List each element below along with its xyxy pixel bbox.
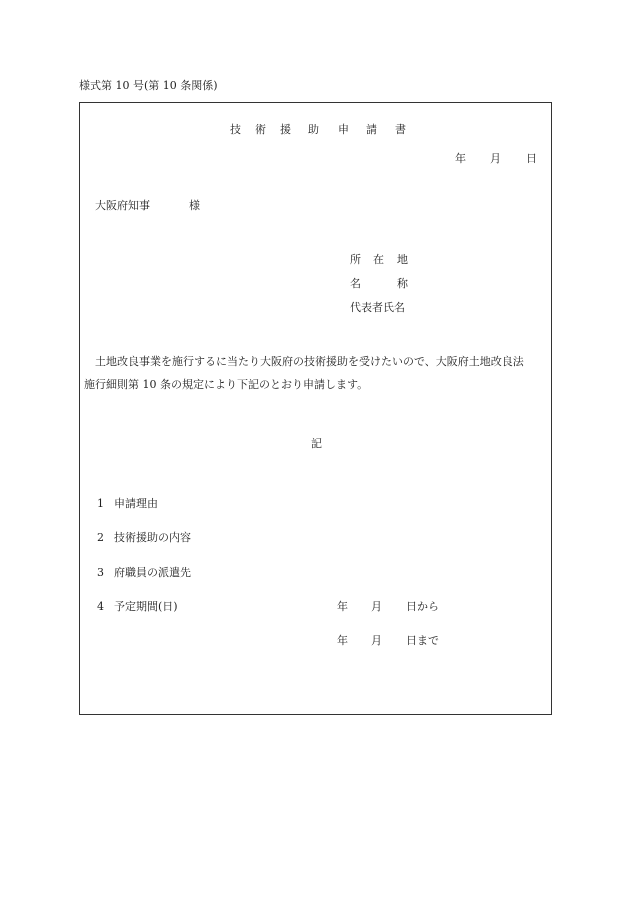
- title-char-7: 書: [395, 123, 406, 136]
- ki-heading: 記: [311, 437, 322, 450]
- period-end-month: 月: [371, 634, 382, 647]
- name-char-1: 名: [350, 277, 361, 290]
- period-start-month: 月: [371, 600, 382, 613]
- date-month: 月: [490, 152, 501, 165]
- title-char-3: 援: [280, 123, 291, 136]
- form-box: [79, 102, 552, 715]
- addressee-honorific: 様: [189, 199, 200, 212]
- item-3-number: 3: [97, 566, 104, 579]
- addressee-name: 大阪府知事: [95, 199, 150, 212]
- item-2-label: 技術援助の内容: [114, 531, 191, 544]
- title-char-2: 術: [255, 123, 266, 136]
- body-text-line-2: 施行細則第 10 条の規定により下記のとおり申請します。: [84, 378, 369, 391]
- representative-label: 代表者氏名: [350, 301, 405, 314]
- item-1-number: 1: [97, 497, 104, 510]
- address-char-3: 地: [397, 253, 408, 266]
- item-4-number: 4: [97, 600, 104, 613]
- title-char-1: 技: [230, 123, 241, 136]
- period-end-year: 年: [337, 634, 348, 647]
- date-year: 年: [455, 152, 466, 165]
- item-3-label: 府職員の派遣先: [114, 566, 191, 579]
- date-day: 日: [526, 152, 537, 165]
- body-text-line-1: 土地改良事業を施行するに当たり大阪府の技術援助を受けたいので、大阪府土地改良法: [95, 355, 524, 368]
- title-char-4: 助: [308, 123, 319, 136]
- title-char-6: 請: [366, 123, 377, 136]
- period-start-day: 日から: [406, 600, 439, 613]
- title-char-5: 申: [338, 123, 349, 136]
- name-char-2: 称: [397, 277, 408, 290]
- address-char-1: 所: [350, 253, 361, 266]
- address-char-2: 在: [373, 253, 384, 266]
- period-end-day: 日まで: [406, 634, 439, 647]
- item-4-label: 予定期間(日): [114, 600, 178, 613]
- item-2-number: 2: [97, 531, 104, 544]
- period-start-year: 年: [337, 600, 348, 613]
- form-number: 様式第 10 号(第 10 条関係): [79, 79, 218, 92]
- item-1-label: 申請理由: [114, 497, 158, 510]
